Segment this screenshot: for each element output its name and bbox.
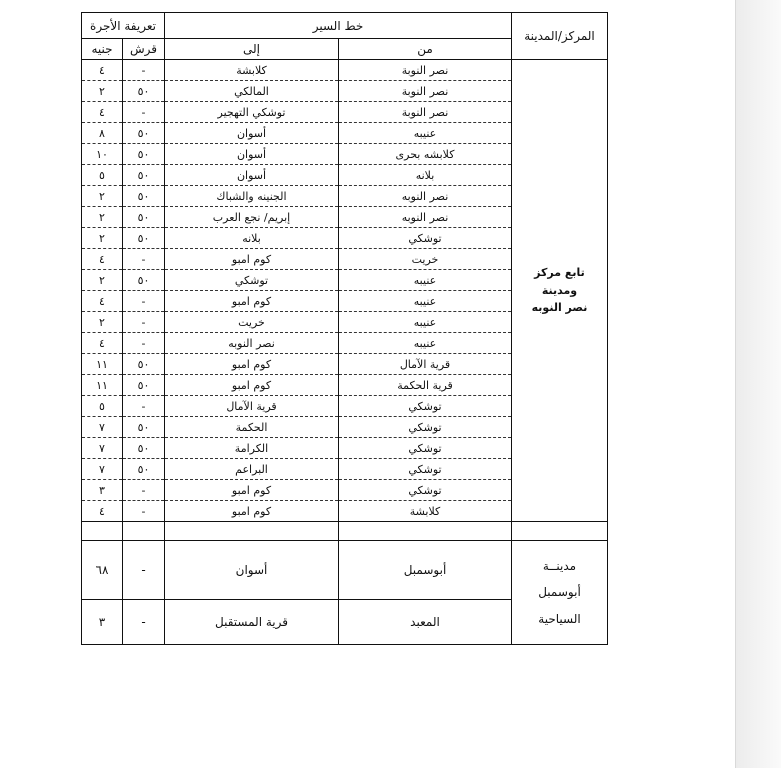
route-piaster-cell: ٥٠	[123, 165, 165, 186]
route-from-cell: توشكي	[339, 228, 512, 249]
pound-header: جنيه	[82, 39, 123, 60]
route-piaster-cell: -	[123, 600, 165, 645]
route-piaster-cell: ٥٠	[123, 123, 165, 144]
route-pound-cell: ٥	[82, 165, 123, 186]
fare-table	[81, 12, 608, 645]
route-piaster-cell: ٥٠	[123, 354, 165, 375]
route-from-cell: عنيبه	[339, 333, 512, 354]
route-piaster-cell: ٥٠	[123, 81, 165, 102]
route-to-cell: قرية المستقبل	[165, 600, 339, 645]
separator-cell	[512, 522, 608, 541]
route-to-cell: المالكي	[165, 81, 339, 102]
route-from-cell: بلانه	[339, 165, 512, 186]
center-city-label-line: نصر النوبه	[531, 301, 588, 315]
route-piaster-cell: -	[123, 501, 165, 522]
route-from-cell: نصر النوبة	[339, 81, 512, 102]
route-pound-cell: ٢	[82, 228, 123, 249]
to-header: إلى	[165, 39, 339, 60]
route-piaster-cell: -	[123, 60, 165, 81]
route-to-cell: كوم امبو	[165, 501, 339, 522]
route-to-cell: الكرامة	[165, 438, 339, 459]
route-from-cell: توشكي	[339, 480, 512, 501]
route-piaster-cell: ٥٠	[123, 438, 165, 459]
route-pound-cell: ٥	[82, 396, 123, 417]
route-to-cell: الحكمة	[165, 417, 339, 438]
route-piaster-cell: -	[123, 102, 165, 123]
from-header: من	[339, 39, 512, 60]
route-pound-cell: ٣	[82, 600, 123, 645]
route-pound-cell: ٤	[82, 501, 123, 522]
route-piaster-cell: ٥٠	[123, 270, 165, 291]
route-to-cell: خريت	[165, 312, 339, 333]
route-from-cell: قرية الحكمة	[339, 375, 512, 396]
route-pound-cell: ٦٨	[82, 541, 123, 600]
fare-header: تعريفة الأجرة	[82, 13, 165, 39]
route-from-cell: نصر النوبه	[339, 207, 512, 228]
route-to-cell: توشكي	[165, 270, 339, 291]
separator-cell	[339, 522, 512, 541]
route-piaster-cell: -	[123, 249, 165, 270]
route-pound-cell: ١١	[82, 354, 123, 375]
separator-cell	[82, 522, 123, 541]
route-pound-cell: ١٠	[82, 144, 123, 165]
route-pound-cell: ٨	[82, 123, 123, 144]
center-city-label-bottom: أبوسمبل السياحية	[538, 585, 581, 626]
separator-cell	[123, 522, 165, 541]
route-from-cell: المعبد	[339, 600, 512, 645]
separator-cell	[165, 522, 339, 541]
route-piaster-cell: ٥٠	[123, 375, 165, 396]
route-pound-cell: ٧	[82, 438, 123, 459]
route-to-cell: إبريم/ نجع العرب	[165, 207, 339, 228]
route-from-cell: نصر النوبة	[339, 60, 512, 81]
header-row-1	[82, 13, 608, 39]
route-piaster-cell: -	[123, 291, 165, 312]
route-piaster-cell: ٥٠	[123, 207, 165, 228]
route-from-cell: عنيبه	[339, 291, 512, 312]
route-to-cell: كوم امبو	[165, 354, 339, 375]
route-pound-cell: ٣	[82, 480, 123, 501]
route-pound-cell: ٢	[82, 186, 123, 207]
route-from-cell: توشكي	[339, 459, 512, 480]
group-separator	[82, 522, 608, 541]
route-to-cell: توشكي التهجير	[165, 102, 339, 123]
route-to-cell: كوم امبو	[165, 375, 339, 396]
route-line-header: خط السير	[165, 13, 512, 39]
route-to-cell: كوم امبو	[165, 480, 339, 501]
route-from-cell: نصر النوبة	[339, 102, 512, 123]
route-piaster-cell: ٥٠	[123, 459, 165, 480]
route-pound-cell: ٢	[82, 312, 123, 333]
table-row	[82, 60, 608, 81]
route-from-cell: توشكي	[339, 438, 512, 459]
piaster-header: قرش	[123, 39, 165, 60]
route-to-cell: قرية الآمال	[165, 396, 339, 417]
center-city-label-line: ومدينة	[541, 283, 578, 297]
route-from-cell: خريت	[339, 249, 512, 270]
route-piaster-cell: -	[123, 396, 165, 417]
route-piaster-cell: -	[123, 333, 165, 354]
route-piaster-cell: ٥٠	[123, 186, 165, 207]
route-to-cell: نصر النوبه	[165, 333, 339, 354]
page-shadow	[736, 0, 781, 768]
route-piaster-cell: -	[123, 541, 165, 600]
route-piaster-cell: -	[123, 312, 165, 333]
center-city-cell	[512, 541, 608, 645]
route-from-cell: قرية الآمال	[339, 354, 512, 375]
route-to-cell: كوم امبو	[165, 249, 339, 270]
route-to-cell: كوم امبو	[165, 291, 339, 312]
route-to-cell: البراعم	[165, 459, 339, 480]
route-pound-cell: ٧	[82, 417, 123, 438]
route-from-cell: توشكي	[339, 396, 512, 417]
route-from-cell: أبوسمبل	[339, 541, 512, 600]
route-to-cell: أسوان	[165, 541, 339, 600]
route-piaster-cell: -	[123, 480, 165, 501]
route-piaster-cell: ٥٠	[123, 144, 165, 165]
route-pound-cell: ٧	[82, 459, 123, 480]
route-piaster-cell: ٥٠	[123, 228, 165, 249]
route-from-cell: توشكي	[339, 417, 512, 438]
route-piaster-cell: ٥٠	[123, 417, 165, 438]
route-pound-cell: ٢	[82, 207, 123, 228]
center-city-label-line: تابع مركز	[534, 266, 585, 280]
route-pound-cell: ١١	[82, 375, 123, 396]
route-pound-cell: ٤	[82, 102, 123, 123]
route-from-cell: نصر النوبه	[339, 186, 512, 207]
route-to-cell: أسوان	[165, 144, 339, 165]
center-city-header: المركز/المدينة	[512, 13, 608, 60]
route-pound-cell: ٤	[82, 60, 123, 81]
route-from-cell: عنيبه	[339, 312, 512, 333]
route-from-cell: عنيبه	[339, 123, 512, 144]
route-from-cell: كلابشه بحرى	[339, 144, 512, 165]
center-city-cell	[512, 60, 608, 522]
route-pound-cell: ٤	[82, 249, 123, 270]
route-to-cell: كلابشة	[165, 60, 339, 81]
route-from-cell: عنيبه	[339, 270, 512, 291]
center-city-label-top: مدينــة	[542, 558, 577, 573]
route-to-cell: أسوان	[165, 123, 339, 144]
route-to-cell: بلانه	[165, 228, 339, 249]
route-pound-cell: ٢	[82, 270, 123, 291]
route-pound-cell: ٤	[82, 291, 123, 312]
route-pound-cell: ٢	[82, 81, 123, 102]
route-to-cell: أسوان	[165, 165, 339, 186]
table-row	[82, 541, 608, 600]
route-from-cell: كلابشة	[339, 501, 512, 522]
route-to-cell: الجنينه والشباك	[165, 186, 339, 207]
route-pound-cell: ٤	[82, 333, 123, 354]
